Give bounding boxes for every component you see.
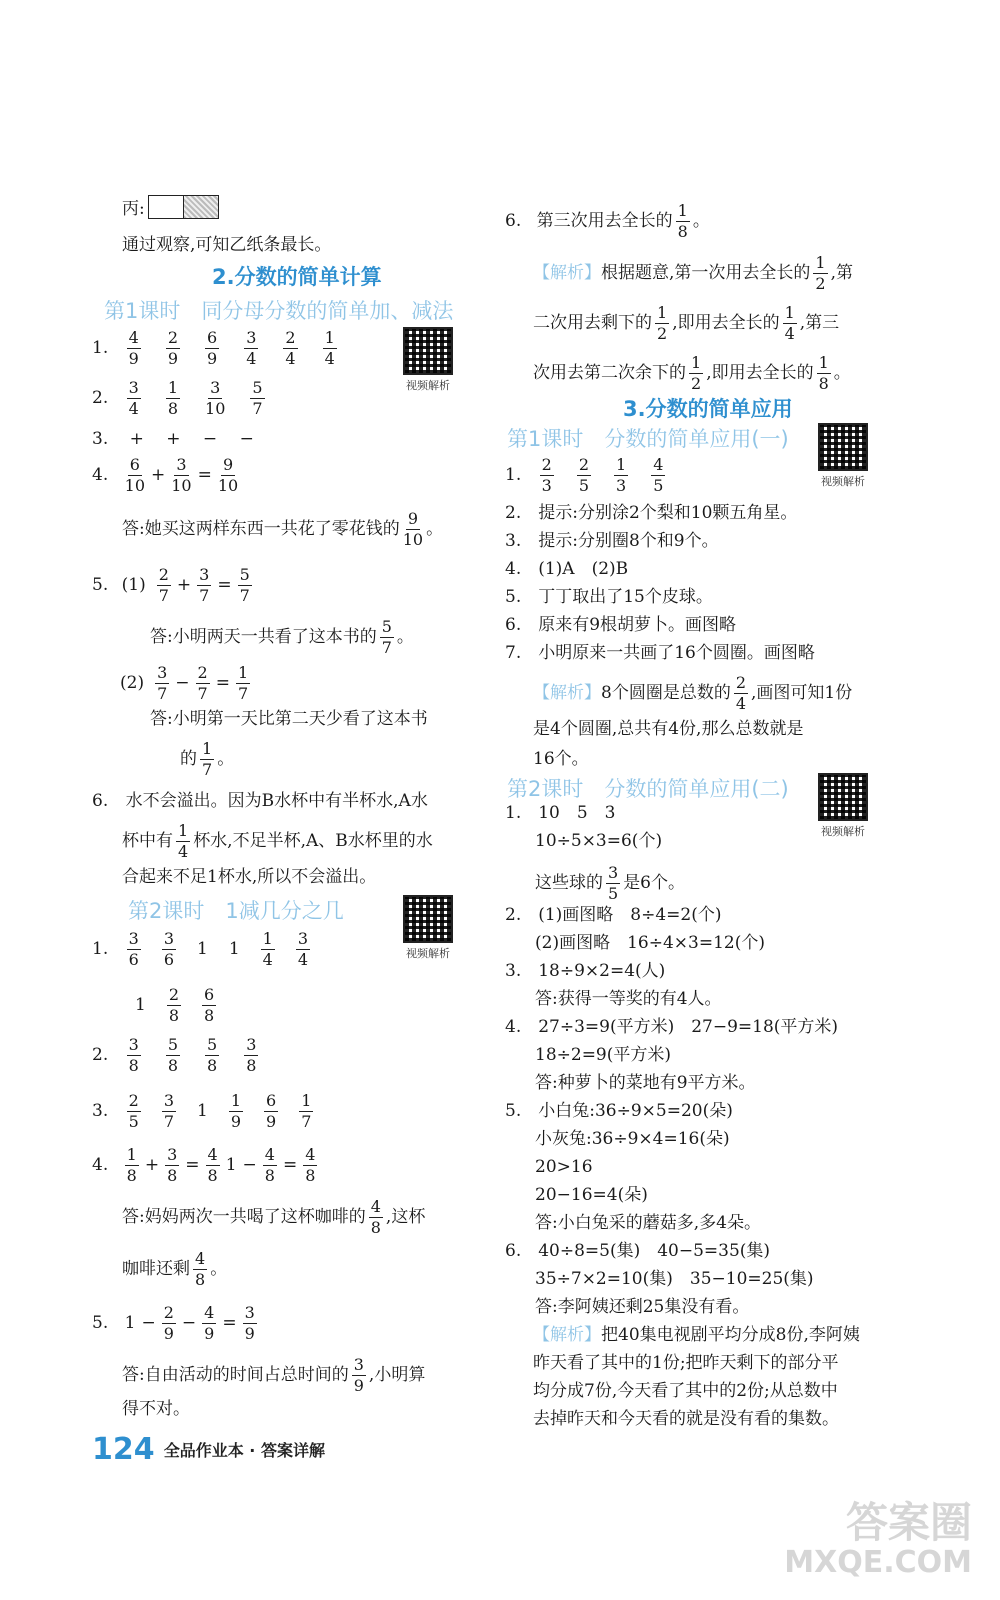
fraction: $\frac{2}{9}$ bbox=[167, 328, 179, 368]
qr-label: 视频解析 bbox=[821, 825, 865, 838]
qr-code-3[interactable] bbox=[817, 423, 869, 489]
b-answer-6-l1: 6. 40÷8=5(集) 40−5=35(集) bbox=[505, 1241, 771, 1261]
jx-line3: 次用去第二次余下的 $\frac{1}{2}$ ,即用去全长的 $\frac{1}{8}$ 。 bbox=[533, 353, 851, 393]
fraction: $\frac{4}{9}$ bbox=[128, 328, 139, 368]
math-symbol: 1 bbox=[228, 939, 240, 959]
b-answer-6-l3: 答:李阿姨还剩25集没有看。 bbox=[535, 1297, 750, 1317]
answer-5a: 5. (1) $\frac{2}{7}$ + $\frac{3}{7}$ = $\frac{5}{7}$ bbox=[92, 565, 250, 605]
qr-label: 视频解析 bbox=[821, 475, 865, 488]
qr-code-4[interactable] bbox=[817, 773, 869, 839]
math-symbol: 1 bbox=[197, 1101, 208, 1121]
b-answer-5-l5: 答:小白兔采的蘑菇多,多4朵。 bbox=[535, 1213, 761, 1233]
b-answer-1-l3: 这些球的 $\frac{3}{5}$ 是6个。 bbox=[535, 863, 686, 903]
fraction: $\frac{3}{4}$ bbox=[246, 328, 257, 368]
math-symbol: + bbox=[144, 1155, 160, 1175]
answer-5b: (2) $\frac{3}{7}$ − $\frac{2}{7}$ = $\frac{1}{7}$ bbox=[120, 663, 249, 703]
b-jx-line1: 【解析】把40集电视剧平均分成8份,李阿姨 bbox=[533, 1325, 860, 1345]
a-jx-line1: 【解析】8个圆圈是总数的 $\frac{2}{4}$ ,画图可知1份 bbox=[533, 673, 853, 713]
math-symbol: = bbox=[222, 1313, 237, 1333]
answer-1: 1. $\frac{4}{9}$ $\frac{2}{9}$ $\frac{6}{9}$ $\frac{3}{4}$ $\frac{2}{4}$ $\frac{1}{4}$ bbox=[92, 328, 335, 368]
a-answer-4: 4. (1)A (2)B bbox=[505, 559, 629, 579]
fraction: $\frac{1}{7}$ bbox=[301, 1091, 312, 1131]
fraction: $\frac{2}{4}$ bbox=[285, 328, 296, 368]
b-answer-4-l3: 答:种萝卜的菜地有9平方米。 bbox=[535, 1073, 756, 1093]
a-answer-7: 7. 小明原来一共画了16个圆圈。画图略 bbox=[505, 643, 815, 663]
lesson-title-4: 第2课时 分数的简单应用(二) bbox=[507, 777, 789, 801]
jx-line2: 二次用去剩下的 $\frac{1}{2}$ ,即用去全长的 $\frac{1}{4}$ ,第三 bbox=[533, 303, 840, 343]
s2-answer-2: 2. $\frac{3}{8}$ $\frac{5}{8}$ $\frac{5}{8}$ $\frac{3}{8}$ bbox=[92, 1035, 257, 1075]
s2-answer-5: 5. 1 − $\frac{2}{9}$ − $\frac{4}{9}$ = $\frac{3}{9}$ bbox=[92, 1303, 255, 1343]
math-symbol: − bbox=[242, 1155, 257, 1175]
fraction: $\frac{3}{8}$ bbox=[246, 1035, 257, 1075]
s2-answer-5-text: 答:自由活动的时间占总时间的 $\frac{3}{9}$ ,小明算 bbox=[122, 1355, 426, 1395]
math-symbol: 1 bbox=[124, 1313, 136, 1333]
answer-5b-text-2: 的 $\frac{1}{7}$ 。 bbox=[180, 739, 235, 779]
b-answer-1-l1: 1. 10 5 3 bbox=[505, 803, 616, 823]
answer-6-right: 6. 第三次用去全长的 $\frac{1}{8}$ 。 bbox=[505, 201, 710, 241]
lesson-title-2: 第2课时 1减几分之几 bbox=[128, 899, 344, 923]
fraction: $\frac{3}{7}$ bbox=[163, 1091, 175, 1131]
fraction: $\frac{4}{8}$ bbox=[207, 1145, 218, 1185]
fraction: $\frac{5}{7}$ bbox=[252, 378, 263, 418]
fraction: $\frac{2}{5}$ bbox=[578, 455, 590, 495]
fraction: $\frac{1}{2}$ bbox=[657, 303, 668, 343]
fraction: $\frac{1}{7}$ bbox=[237, 663, 249, 703]
answer-3: 3. + + − − bbox=[92, 429, 254, 449]
b-answer-5-l3: 20>16 bbox=[535, 1157, 593, 1177]
fraction: $\frac{4}{8}$ bbox=[264, 1145, 275, 1185]
math-symbol: = bbox=[282, 1155, 298, 1175]
s2-answer-4-text2: 咖啡还剩 $\frac{4}{8}$ 。 bbox=[122, 1249, 228, 1289]
s2-answer-4-text: 答:妈妈两次一共喝了这杯咖啡的 $\frac{4}{8}$ ,这杯 bbox=[122, 1197, 426, 1237]
s2-answer-5-text2: 得不对。 bbox=[122, 1399, 190, 1419]
fraction: $\frac{6}{9}$ bbox=[207, 328, 218, 368]
b-answer-3-l1: 3. 18÷9×2=4(人) bbox=[505, 961, 666, 981]
watermark-sub: MXQE.COM bbox=[784, 1545, 972, 1580]
watermark bbox=[784, 1498, 972, 1580]
fraction: $\frac{2}{7}$ bbox=[197, 663, 208, 703]
fraction: $\frac{1}{8}$ bbox=[818, 353, 829, 393]
observe-text: 通过观察,可知乙纸条最长。 bbox=[122, 235, 332, 255]
fraction: $\frac{3}{4}$ bbox=[297, 929, 309, 969]
b-answer-2-l1: 2. (1)画图略 8÷4=2(个) bbox=[505, 905, 722, 925]
b-jx-line2: 昨天看了其中的1份;把昨天剩下的部分平 bbox=[533, 1353, 839, 1373]
a-answer-6: 6. 原来有9根胡萝卜。画图略 bbox=[505, 615, 737, 635]
qr-label: 视频解析 bbox=[406, 947, 450, 960]
math-symbol: + bbox=[151, 465, 166, 485]
math-symbol: − bbox=[141, 1313, 156, 1333]
bing-row bbox=[122, 201, 145, 218]
fraction: $\frac{6}{10}$ bbox=[124, 455, 145, 495]
fraction: $\frac{2}{8}$ bbox=[168, 985, 180, 1025]
lesson-title-1: 第1课时 同分母分数的简单加、减法 bbox=[104, 299, 454, 323]
fraction: $\frac{1}{4}$ bbox=[262, 929, 273, 969]
fraction: $\frac{1}{4}$ bbox=[324, 328, 335, 368]
qr-icon bbox=[403, 895, 453, 943]
page-footer bbox=[92, 1432, 325, 1467]
fraction: $\frac{1}{2}$ bbox=[815, 253, 826, 293]
a-answer-1: 1. $\frac{2}{3}$ $\frac{2}{5}$ $\frac{1}{3}$ $\frac{4}{5}$ bbox=[505, 455, 664, 495]
fraction: $\frac{3}{10}$ bbox=[171, 455, 192, 495]
a-jx-line2: 是4个圆圈,总共有4份,那么总数就是 bbox=[533, 719, 804, 739]
fraction: $\frac{6}{9}$ bbox=[266, 1091, 277, 1131]
lesson-title-3: 第1课时 分数的简单应用(一) bbox=[507, 427, 789, 451]
bing-label: 丙: bbox=[122, 199, 145, 219]
page-number: 124 bbox=[92, 1432, 155, 1467]
answer-4-text: 答:她买这两样东西一共花了零花钱的 $\frac{9}{10}$ 。 bbox=[122, 509, 444, 549]
fraction: $\frac{1}{4}$ bbox=[784, 303, 795, 343]
b-answer-5-l2: 小灰兔:36÷9×4=16(朵) bbox=[535, 1129, 730, 1149]
fraction: $\frac{4}{8}$ bbox=[195, 1249, 206, 1289]
a-jx-line3: 16个。 bbox=[533, 749, 589, 769]
fraction: $\frac{4}{8}$ bbox=[305, 1145, 316, 1185]
fraction: $\frac{1}{8}$ bbox=[126, 1145, 137, 1185]
math-symbol: 1 bbox=[135, 995, 146, 1015]
fraction: $\frac{5}{7}$ bbox=[239, 565, 250, 605]
footer-text: 全品作业本 · 答案详解 bbox=[163, 1441, 325, 1460]
fraction: $\frac{2}{5}$ bbox=[128, 1091, 139, 1131]
fraction: $\frac{3}{10}$ bbox=[205, 378, 226, 418]
section-title-3: 3.分数的简单应用 bbox=[623, 397, 793, 421]
qr-icon bbox=[818, 423, 868, 471]
s2-answer-4: 4. $\frac{1}{8}$ + $\frac{3}{8}$ = $\frac{4}{8}$ 1 − $\frac{4}{8}$ = $\frac{4}{8}$ bbox=[92, 1145, 316, 1185]
fraction: $\frac{3}{6}$ bbox=[163, 929, 175, 969]
fraction: $\frac{3}{8}$ bbox=[167, 1145, 178, 1185]
math-symbol: 1 bbox=[197, 939, 208, 959]
fraction: $\frac{4}{8}$ bbox=[370, 1197, 381, 1237]
s2-answer-1-row2 bbox=[122, 987, 234, 1024]
fraction: $\frac{3}{8}$ bbox=[128, 1035, 139, 1075]
math-symbol: = bbox=[217, 575, 232, 595]
fraction: $\frac{1}{9}$ bbox=[230, 1091, 242, 1131]
fraction: $\frac{3}{7}$ bbox=[199, 565, 210, 605]
answer-6-line1: 6. 水不会溢出。因为B水杯中有半杯水,A水 bbox=[92, 791, 428, 811]
qr-icon bbox=[818, 773, 868, 821]
fraction: $\frac{5}{7}$ bbox=[381, 617, 392, 657]
fraction: $\frac{4}{9}$ bbox=[204, 1303, 215, 1343]
math-symbol: + bbox=[176, 575, 192, 595]
fraction: $\frac{1}{8}$ bbox=[167, 378, 179, 418]
section-title-2: 2.分数的简单计算 bbox=[212, 265, 382, 289]
fraction: $\frac{1}{7}$ bbox=[202, 739, 213, 779]
math-symbol: = bbox=[185, 1155, 200, 1175]
a-answer-2: 2. 提示:分别涂2个梨和10颗五角星。 bbox=[505, 503, 798, 523]
fraction: $\frac{5}{8}$ bbox=[167, 1035, 179, 1075]
qr-icon bbox=[403, 327, 453, 375]
fraction: $\frac{5}{8}$ bbox=[207, 1035, 218, 1075]
a-answer-3: 3. 提示:分别圈8个和9个。 bbox=[505, 531, 719, 551]
fraction: $\frac{2}{3}$ bbox=[541, 455, 552, 495]
answer-4: 4. $\frac{6}{10}$ + $\frac{3}{10}$ = $\frac{9}{10}$ bbox=[92, 455, 239, 495]
b-answer-6-l2: 35÷7×2=10(集) 35−10=25(集) bbox=[535, 1269, 814, 1289]
fraction: $\frac{3}{9}$ bbox=[353, 1355, 364, 1395]
fraction: $\frac{9}{10}$ bbox=[217, 455, 239, 495]
qr-label: 视频解析 bbox=[406, 379, 450, 392]
math-symbol: − bbox=[181, 1313, 197, 1333]
fraction: $\frac{9}{10}$ bbox=[402, 509, 424, 549]
fraction: $\frac{2}{7}$ bbox=[158, 565, 169, 605]
b-answer-4-l2: 18÷2=9(平方米) bbox=[535, 1045, 672, 1065]
fraction: $\frac{1}{8}$ bbox=[677, 201, 688, 241]
fraction: $\frac{4}{5}$ bbox=[653, 455, 664, 495]
answer-6-line2: 杯中有 $\frac{1}{4}$ 杯水,不足半杯,A、B水杯里的水 bbox=[122, 821, 433, 861]
math-symbol: = bbox=[197, 465, 212, 485]
fraction: $\frac{1}{2}$ bbox=[691, 353, 702, 393]
a-answer-5: 5. 丁丁取出了15个皮球。 bbox=[505, 587, 713, 607]
fraction: $\frac{6}{8}$ bbox=[204, 985, 215, 1025]
fraction: $\frac{2}{9}$ bbox=[163, 1303, 174, 1343]
fraction: $\frac{3}{9}$ bbox=[244, 1303, 255, 1343]
answer-5b-text-1: 答:小明第一天比第二天少看了这本书 bbox=[150, 709, 428, 729]
fraction: $\frac{1}{3}$ bbox=[616, 455, 627, 495]
fraction: $\frac{3}{6}$ bbox=[128, 929, 139, 969]
b-jx-line4: 去掉昨天和今天看的就是没有看的集数。 bbox=[533, 1409, 839, 1429]
fraction: $\frac{3}{5}$ bbox=[608, 863, 619, 903]
b-answer-1-l2: 10÷5×3=6(个) bbox=[535, 831, 663, 851]
watermark-main: 答案圈 bbox=[845, 1498, 972, 1547]
b-answer-3-l2: 答:获得一等奖的有4人。 bbox=[535, 989, 722, 1009]
s2-answer-1: 1. $\frac{3}{6}$ $\frac{3}{6}$ 1 1 $\frac{1}{4}$ $\frac{3}{4}$ bbox=[92, 929, 309, 969]
answer-6-line3: 合起来不足1杯水,所以不会溢出。 bbox=[122, 867, 377, 887]
math-symbol: = bbox=[215, 673, 230, 693]
qr-code-2[interactable] bbox=[402, 895, 454, 961]
s2-answer-3: 3. $\frac{2}{5}$ $\frac{3}{7}$ 1 $\frac{1}{9}$ $\frac{6}{9}$ $\frac{1}{7}$ bbox=[92, 1091, 312, 1131]
jx-line1: 【解析】根据题意,第一次用去全长的 $\frac{1}{2}$ ,第 bbox=[533, 253, 853, 293]
paper-strip-bing bbox=[148, 195, 219, 219]
fraction: $\frac{3}{4}$ bbox=[128, 378, 139, 418]
b-answer-4-l1: 4. 27÷3=9(平方米) 27−9=18(平方米) bbox=[505, 1017, 839, 1037]
qr-code-1[interactable] bbox=[402, 327, 454, 393]
math-symbol: − bbox=[175, 673, 190, 693]
answer-5a-text: 答:小明两天一共看了这本书的 $\frac{5}{7}$ 。 bbox=[150, 617, 414, 657]
b-jx-line3: 均分成7份,今天看了其中的2份;从总数中 bbox=[533, 1381, 838, 1401]
math-symbol: 1 bbox=[225, 1155, 237, 1175]
answer-2: 2. $\frac{3}{4}$ $\frac{1}{8}$ $\frac{3}{10}$ $\frac{5}{7}$ bbox=[92, 378, 263, 418]
fraction: $\frac{2}{4}$ bbox=[735, 673, 747, 713]
b-answer-5-l1: 5. 小白兔:36÷9×5=20(朵) bbox=[505, 1101, 733, 1121]
fraction: $\frac{1}{4}$ bbox=[178, 821, 189, 861]
fraction: $\frac{3}{7}$ bbox=[157, 663, 168, 703]
b-answer-2-l2: (2)画图略 16÷4×3=12(个) bbox=[535, 933, 765, 953]
b-answer-5-l4: 20−16=4(朵) bbox=[535, 1185, 648, 1205]
